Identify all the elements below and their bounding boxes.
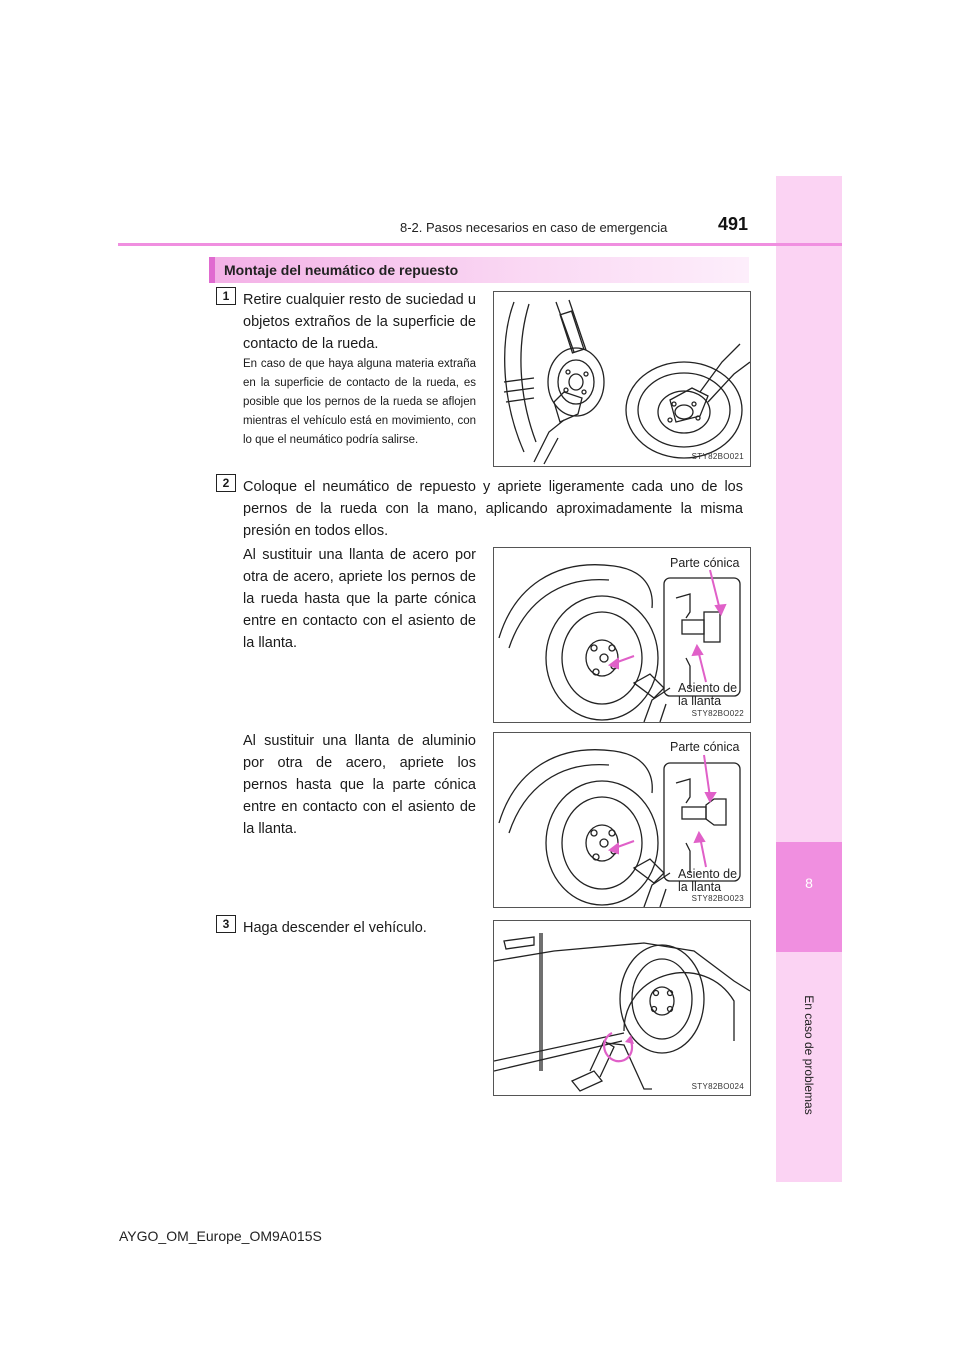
label-wheel-seat-1: Asiento de: [678, 867, 738, 881]
chapter-number: 8: [805, 875, 813, 891]
chapter-title: En caso de problemas: [802, 995, 816, 1115]
section-header: 8-2. Pasos necesarios en caso de emergencia: [400, 220, 668, 235]
figure-lower-vehicle: [493, 920, 751, 1096]
label-wheel-seat-1: Asiento de: [678, 681, 738, 695]
lower-vehicle-illustration: [494, 921, 750, 1095]
header-rule: [118, 243, 842, 246]
label-wheel-seat-2: la llanta: [678, 880, 722, 894]
document-footer: AYGO_OM_Europe_OM9A015S: [119, 1228, 322, 1244]
section-title-accent: [209, 257, 215, 283]
figure-code: STY82BO024: [691, 1082, 744, 1091]
page-number: 491: [718, 214, 749, 234]
section-title: Montaje del neumático de repuesto: [224, 262, 459, 278]
step-2-text: Coloque el neumático de repuesto y apriete ligeramente cada uno de los pernos de la rueda con la mano, aplicando aproximadamente la misma presión en todos ellos.: [243, 479, 743, 539]
figure-aluminum-wheel-nut: [493, 732, 751, 908]
step-2b-text: Al sustituir una llanta de aluminio por otra de acero, apriete los pernos hasta que la parte cónica entre en contacto con el asiento de la llanta.: [243, 733, 476, 837]
step-number-3: 3: [216, 915, 236, 933]
step-1-text: Retire cualquier resto de suciedad u objetos extraños de la superficie de contacto de la rueda.: [243, 292, 476, 352]
chapter-marker: [776, 842, 842, 952]
label-wheel-seat-2: la llanta: [678, 694, 722, 708]
wheel-cleaning-illustration: [494, 292, 750, 466]
step-3-text: Haga descender el vehículo.: [243, 920, 427, 936]
step-1-note: En caso de que haya alguna materia extraña en la superficie de contacto de la rueda, es posible que los pernos de la rueda se aflojen mientras el vehículo está en movimiento, con lo que el neumático podría salirse.: [243, 358, 476, 446]
figure-code: STY82BO021: [691, 452, 744, 461]
step-number-2: 2: [216, 474, 236, 492]
figure-code: STY82BO022: [691, 709, 744, 718]
label-conical-part: Parte cónica: [670, 740, 740, 754]
figure-code: STY82BO023: [691, 894, 744, 903]
figure-clean-wheel-contact: [493, 291, 751, 467]
figure-steel-wheel-nut: [493, 547, 751, 723]
step-number-1: 1: [216, 287, 236, 305]
step-2a-text: Al sustituir una llanta de acero por otra de acero, apriete los pernos de la rueda hasta que la parte cónica entre en contacto con el asiento de la llanta.: [243, 547, 476, 651]
label-conical-part: Parte cónica: [670, 556, 740, 570]
